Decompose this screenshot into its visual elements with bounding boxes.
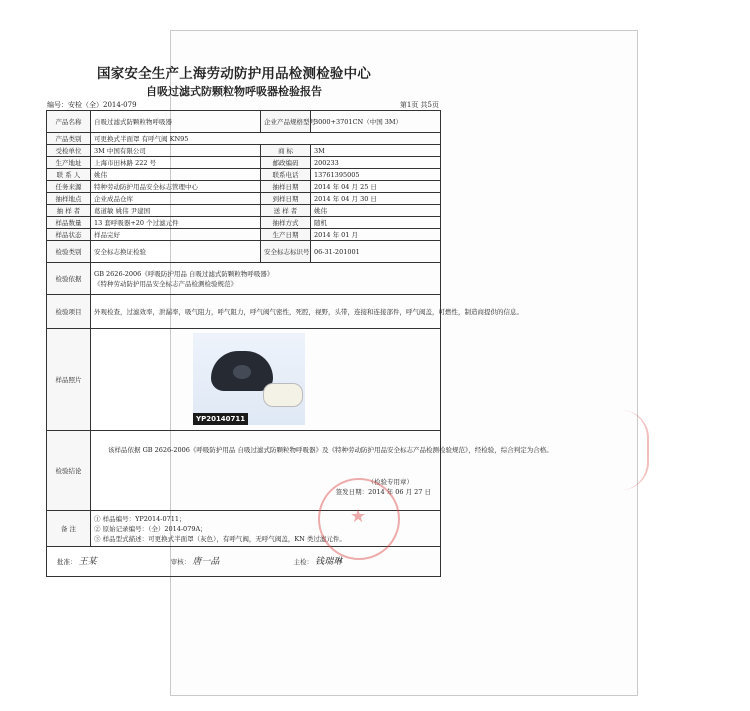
sample-photo [193, 333, 305, 425]
basis-line-1: GB 2626-2006《呼吸防护用品 自吸过滤式防颗粒物呼吸器》 [94, 269, 274, 278]
state-value: 样品完好 [91, 229, 261, 241]
production-date-value: 2014 年 01 月 [311, 229, 441, 241]
approver-label: 批准： [57, 557, 77, 566]
place-label: 抽样地点 [47, 193, 91, 205]
report-org-title: 国家安全生产上海劳动防护用品检测检验中心 [97, 66, 371, 82]
basis-line-2: 《特种劳动防护用品安全标志产品检测检验规范》 [94, 279, 237, 288]
production-date-label: 生产日期 [261, 229, 311, 241]
postcode-label: 邮政编码 [261, 157, 311, 169]
cert-label: 安全标志标识号 [261, 241, 311, 263]
remarks-label: 备 注 [47, 511, 91, 547]
model-value: 3000+3701CN（中国 3M） [311, 111, 441, 133]
remark-2: ② 原始记录编号：（全）2014-079A； [94, 524, 207, 533]
approver-signature: 王某 [78, 556, 97, 567]
phone-value: 13761395005 [311, 169, 441, 181]
report-title: 自吸过滤式防颗粒物呼吸器检验报告 [146, 85, 322, 98]
address-value: 上海市田林路 222 号 [91, 157, 261, 169]
conclusion-text: 该样品依据 GB 2626-2006《呼吸防护用品 自吸过滤式防颗粒物呼吸器》及《特种劳动防护用品安全标志产品检测检验规范》，经检验，综合判定为合格。 [108, 445, 553, 454]
reviewer-label: 审核： [170, 557, 191, 566]
sender-label: 送 样 者 [261, 205, 311, 217]
photo-label: 样品照片 [47, 329, 91, 431]
contact-value: 姚伟 [91, 169, 261, 181]
arrival-label: 到样日期 [261, 193, 311, 205]
items-label: 检验项目 [47, 295, 91, 329]
red-seal-stamp [318, 478, 400, 560]
reviewer-signature: 唐一品 [192, 556, 220, 567]
product-name-label: 产品名称 [47, 111, 91, 133]
sample-date-value: 2014 年 04 月 25 日 [311, 181, 441, 193]
tester-label: 主检： [293, 557, 313, 566]
postcode-value: 200233 [311, 157, 441, 169]
product-name: 自吸过滤式防颗粒物呼吸器 [91, 111, 261, 133]
cert-value: 06-31-201001 [311, 241, 441, 263]
basis-label: 检验依据 [47, 263, 91, 295]
arrival-value: 2014 年 04 月 30 日 [311, 193, 441, 205]
sender-value: 姚伟 [311, 205, 441, 217]
issue-date: 签发日期：2014 年 06 月 27 日 [335, 487, 431, 496]
address-label: 生产地址 [47, 157, 91, 169]
photo-caption: YP20140711 [193, 413, 248, 425]
red-stamp-edge [621, 410, 649, 490]
sampler-value: 葛道敏 姚伟 尹建国 [91, 205, 261, 217]
items-value: 外观检查，过滤效率，泄漏率，吸气阻力，呼气阻力，呼气阀气密性，死腔，视野，头带，连接和连接部件，呼气阀盖，可燃性，制造商提供的信息。 [91, 295, 441, 329]
test-type-value: 安全标志换证检验 [91, 241, 261, 263]
method-value: 随机 [311, 217, 441, 229]
remark-1: ① 样品编号：YP2014-0711； [94, 514, 186, 523]
page-number: 第1页 共5页 [399, 101, 439, 109]
sampler-label: 抽 样 者 [47, 205, 91, 217]
contact-label: 联 系 人 [47, 169, 91, 181]
stamp-note: （检验专用章） [367, 477, 413, 486]
test-type-label: 检验类别 [47, 241, 91, 263]
quantity-value: 13 套呼吸器+20 个过滤元件 [91, 217, 261, 229]
brand-label: 商 标 [261, 145, 311, 157]
place-value: 企业成品仓库 [91, 193, 261, 205]
applicant-label: 受检单位 [47, 145, 91, 157]
brand-value: 3M [311, 145, 441, 157]
sample-date-label: 抽样日期 [261, 181, 311, 193]
filter-cartridge-icon [263, 383, 303, 407]
category-label: 产品类别 [47, 133, 91, 145]
photo-cell [91, 329, 441, 431]
phone-label: 联系电话 [261, 169, 311, 181]
task-label: 任务来源 [47, 181, 91, 193]
basis-cell [91, 263, 441, 295]
model-label: 企业产品规格型号 [261, 111, 311, 133]
conclusion-label: 检验结论 [47, 431, 91, 511]
respirator-mask-icon [211, 351, 273, 391]
method-label: 抽样方式 [261, 217, 311, 229]
quantity-label: 样品数量 [47, 217, 91, 229]
remark-3: ③ 样品型式描述：可更换式半面罩（灰色），有呼气阀，无呼气阀盖，KN 类过滤元件。 [94, 534, 346, 543]
applicant-value: 3M 中国有限公司 [91, 145, 261, 157]
category-value: 可更换式半面罩 有呼气阀 KN95 [91, 133, 441, 145]
task-value: 特种劳动防护用品安全标志管理中心 [91, 181, 261, 193]
tester-signature: 钱瑞琳 [315, 556, 343, 567]
state-label: 样品状态 [47, 229, 91, 241]
report-meta [47, 100, 439, 110]
report-number: 编号：安检（全）2014-079 [47, 101, 137, 109]
